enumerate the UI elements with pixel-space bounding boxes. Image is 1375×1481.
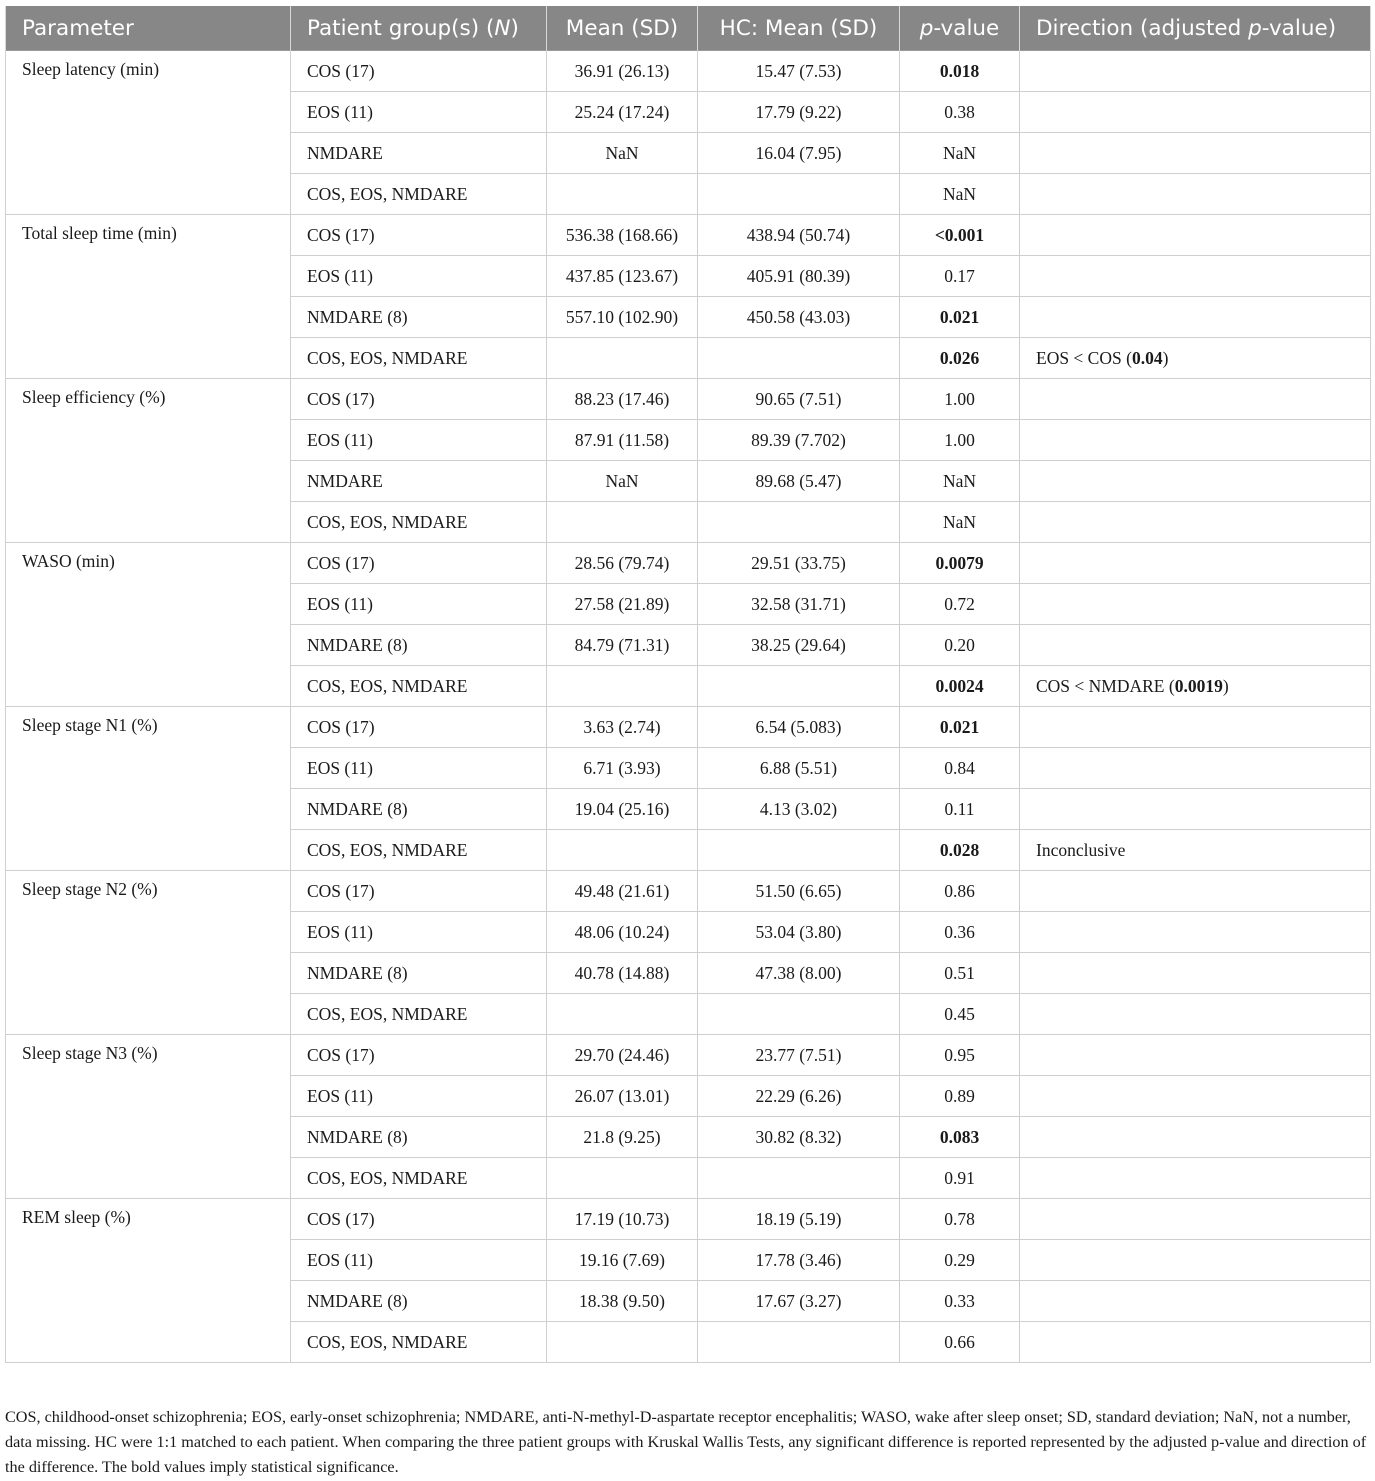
p-value-cell: 0.66 xyxy=(900,1322,1020,1363)
mean-sd-cell: 29.70 (24.46) xyxy=(547,1035,698,1076)
mean-sd-cell xyxy=(547,502,698,543)
mean-sd-cell: NaN xyxy=(547,133,698,174)
direction-cell xyxy=(1020,994,1371,1035)
mean-sd-cell: 26.07 (13.01) xyxy=(547,1076,698,1117)
results-table xyxy=(5,6,1371,1363)
header-parameter: Parameter xyxy=(6,6,291,51)
parameter-cell: Sleep stage N2 (%) xyxy=(6,871,291,1035)
direction-text: EOS < COS ( xyxy=(1036,347,1132,368)
direction-cell xyxy=(1020,461,1371,502)
direction-cell xyxy=(1020,420,1371,461)
patient-group-cell: NMDARE (8) xyxy=(291,953,547,994)
mean-sd-cell: 6.71 (3.93) xyxy=(547,748,698,789)
mean-sd-cell: 19.04 (25.16) xyxy=(547,789,698,830)
mean-sd-cell: 17.19 (10.73) xyxy=(547,1199,698,1240)
hc-mean-sd-cell: 22.29 (6.26) xyxy=(698,1076,900,1117)
direction-text-end: ) xyxy=(1222,675,1229,696)
parameter-cell: Sleep efficiency (%) xyxy=(6,379,291,543)
table-row xyxy=(6,379,1371,420)
table-body xyxy=(6,51,1371,1363)
table-row xyxy=(6,543,1371,584)
p-value-cell: 0.86 xyxy=(900,871,1020,912)
direction-cell xyxy=(1020,625,1371,666)
patient-group-cell: NMDARE (8) xyxy=(291,789,547,830)
direction-cell xyxy=(1020,1076,1371,1117)
hc-mean-sd-cell: 438.94 (50.74) xyxy=(698,215,900,256)
parameter-cell: Sleep stage N1 (%) xyxy=(6,707,291,871)
patient-group-cell: NMDARE xyxy=(291,133,547,174)
patient-group-cell: COS, EOS, NMDARE xyxy=(291,502,547,543)
table-row xyxy=(6,1199,1371,1240)
direction-cell xyxy=(1020,1322,1371,1363)
direction-cell xyxy=(1020,748,1371,789)
hc-mean-sd-cell xyxy=(698,666,900,707)
patient-group-cell: COS, EOS, NMDARE xyxy=(291,666,547,707)
parameter-cell: REM sleep (%) xyxy=(6,1199,291,1363)
hc-mean-sd-cell xyxy=(698,830,900,871)
patient-group-cell: EOS (11) xyxy=(291,92,547,133)
mean-sd-cell: 25.24 (17.24) xyxy=(547,92,698,133)
patient-group-cell: NMDARE (8) xyxy=(291,1117,547,1158)
direction-cell xyxy=(1020,871,1371,912)
mean-sd-cell: 36.91 (26.13) xyxy=(547,51,698,92)
p-value-cell: 0.0024 xyxy=(900,666,1020,707)
patient-group-cell: COS, EOS, NMDARE xyxy=(291,174,547,215)
adjusted-p-value: 0.04 xyxy=(1131,347,1163,368)
direction-cell xyxy=(1020,707,1371,748)
mean-sd-cell: 557.10 (102.90) xyxy=(547,297,698,338)
patient-group-cell: COS (17) xyxy=(291,707,547,748)
direction-cell xyxy=(1020,666,1371,707)
patient-group-cell: COS (17) xyxy=(291,1035,547,1076)
header-mean-sd: Mean (SD) xyxy=(547,6,698,51)
p-value-cell: NaN xyxy=(900,502,1020,543)
p-value-cell: 1.00 xyxy=(900,420,1020,461)
direction-cell xyxy=(1020,51,1371,92)
mean-sd-cell xyxy=(547,830,698,871)
results-table-container xyxy=(5,6,1370,1363)
p-value-cell: 0.89 xyxy=(900,1076,1020,1117)
hc-mean-sd-cell: 51.50 (6.65) xyxy=(698,871,900,912)
patient-group-cell: EOS (11) xyxy=(291,748,547,789)
patient-group-cell: COS (17) xyxy=(291,379,547,420)
header-row xyxy=(6,6,1371,51)
patient-group-cell: COS (17) xyxy=(291,1199,547,1240)
p-value-cell: NaN xyxy=(900,133,1020,174)
patient-group-cell: NMDARE (8) xyxy=(291,1281,547,1322)
hc-mean-sd-cell: 405.91 (80.39) xyxy=(698,256,900,297)
p-value-cell: 0.11 xyxy=(900,789,1020,830)
hc-mean-sd-cell: 17.79 (9.22) xyxy=(698,92,900,133)
header-p-value: p-value xyxy=(900,6,1020,51)
header-hc-mean-sd: HC: Mean (SD) xyxy=(698,6,900,51)
hc-mean-sd-cell: 17.78 (3.46) xyxy=(698,1240,900,1281)
hc-mean-sd-cell: 38.25 (29.64) xyxy=(698,625,900,666)
p-value-cell: 0.026 xyxy=(900,338,1020,379)
p-value-cell: 0.84 xyxy=(900,748,1020,789)
patient-group-cell: COS, EOS, NMDARE xyxy=(291,1322,547,1363)
direction-cell xyxy=(1020,912,1371,953)
hc-mean-sd-cell: 89.39 (7.702) xyxy=(698,420,900,461)
patient-group-cell: EOS (11) xyxy=(291,1240,547,1281)
direction-cell xyxy=(1020,92,1371,133)
hc-mean-sd-cell: 450.58 (43.03) xyxy=(698,297,900,338)
hc-mean-sd-cell xyxy=(698,1322,900,1363)
hc-mean-sd-cell: 4.13 (3.02) xyxy=(698,789,900,830)
mean-sd-cell: 27.58 (21.89) xyxy=(547,584,698,625)
p-value-cell: 0.38 xyxy=(900,92,1020,133)
p-value-cell: 0.51 xyxy=(900,953,1020,994)
mean-sd-cell xyxy=(547,338,698,379)
direction-cell xyxy=(1020,1035,1371,1076)
mean-sd-cell: 84.79 (71.31) xyxy=(547,625,698,666)
p-value-cell: 0.0079 xyxy=(900,543,1020,584)
parameter-cell: Sleep stage N3 (%) xyxy=(6,1035,291,1199)
direction-cell xyxy=(1020,215,1371,256)
hc-mean-sd-cell xyxy=(698,994,900,1035)
mean-sd-cell: 48.06 (10.24) xyxy=(547,912,698,953)
p-value-cell: 0.021 xyxy=(900,707,1020,748)
p-value-cell: 0.36 xyxy=(900,912,1020,953)
direction-cell xyxy=(1020,174,1371,215)
table-row xyxy=(6,215,1371,256)
patient-group-cell: COS, EOS, NMDARE xyxy=(291,1158,547,1199)
p-value-cell: 0.91 xyxy=(900,1158,1020,1199)
mean-sd-cell: 88.23 (17.46) xyxy=(547,379,698,420)
direction-cell xyxy=(1020,297,1371,338)
direction-cell xyxy=(1020,379,1371,420)
p-value-cell: NaN xyxy=(900,174,1020,215)
patient-group-cell: COS, EOS, NMDARE xyxy=(291,994,547,1035)
patient-group-cell: EOS (11) xyxy=(291,912,547,953)
hc-mean-sd-cell: 89.68 (5.47) xyxy=(698,461,900,502)
p-value-cell: 0.33 xyxy=(900,1281,1020,1322)
p-value-cell: <0.001 xyxy=(900,215,1020,256)
patient-group-cell: COS, EOS, NMDARE xyxy=(291,830,547,871)
patient-group-cell: COS (17) xyxy=(291,543,547,584)
table-row xyxy=(6,871,1371,912)
mean-sd-cell: 3.63 (2.74) xyxy=(547,707,698,748)
mean-sd-cell: NaN xyxy=(547,461,698,502)
mean-sd-cell: 21.8 (9.25) xyxy=(547,1117,698,1158)
hc-mean-sd-cell: 15.47 (7.53) xyxy=(698,51,900,92)
table-footnote: COS, childhood-onset schizophrenia; EOS, early-onset schizophrenia; NMDARE, anti-N-methyl-D-aspartate receptor encephalitis; WASO, wake after sleep onset; SD, standard deviation; NaN, not a number, data missing. HC were 1:1 matched to each patient. When comparing the three patient groups with Kruskal Wallis Tests, any significant difference is reported represented by the adjusted p-value and direction of the difference. The bold values imply statistical significance. xyxy=(5,1408,1367,1476)
p-value-cell: 0.29 xyxy=(900,1240,1020,1281)
patient-group-cell: EOS (11) xyxy=(291,584,547,625)
table-row xyxy=(6,51,1371,92)
hc-mean-sd-cell: 23.77 (7.51) xyxy=(698,1035,900,1076)
hc-mean-sd-cell: 6.54 (5.083) xyxy=(698,707,900,748)
mean-sd-cell: 40.78 (14.88) xyxy=(547,953,698,994)
hc-mean-sd-cell xyxy=(698,174,900,215)
hc-mean-sd-cell: 29.51 (33.75) xyxy=(698,543,900,584)
p-value-cell: NaN xyxy=(900,461,1020,502)
mean-sd-cell xyxy=(547,1158,698,1199)
p-value-cell: 0.72 xyxy=(900,584,1020,625)
hc-mean-sd-cell: 18.19 (5.19) xyxy=(698,1199,900,1240)
parameter-cell: Sleep latency (min) xyxy=(6,51,291,215)
p-value-cell: 0.20 xyxy=(900,625,1020,666)
patient-group-cell: NMDARE (8) xyxy=(291,625,547,666)
parameter-cell: Total sleep time (min) xyxy=(6,215,291,379)
header-direction: Direction (adjusted p-value) xyxy=(1020,6,1371,51)
direction-cell xyxy=(1020,338,1371,379)
hc-mean-sd-cell: 90.65 (7.51) xyxy=(698,379,900,420)
hc-mean-sd-cell: 6.88 (5.51) xyxy=(698,748,900,789)
p-value-cell: 0.17 xyxy=(900,256,1020,297)
p-value-cell: 0.083 xyxy=(900,1117,1020,1158)
p-value-cell: 1.00 xyxy=(900,379,1020,420)
table-row xyxy=(6,1035,1371,1076)
direction-cell xyxy=(1020,1199,1371,1240)
hc-mean-sd-cell: 32.58 (31.71) xyxy=(698,584,900,625)
mean-sd-cell: 19.16 (7.69) xyxy=(547,1240,698,1281)
patient-group-cell: NMDARE (8) xyxy=(291,297,547,338)
mean-sd-cell: 49.48 (21.61) xyxy=(547,871,698,912)
p-value-cell: 0.021 xyxy=(900,297,1020,338)
hc-mean-sd-cell: 47.38 (8.00) xyxy=(698,953,900,994)
patient-group-cell: EOS (11) xyxy=(291,256,547,297)
p-value-cell: 0.78 xyxy=(900,1199,1020,1240)
mean-sd-cell xyxy=(547,666,698,707)
mean-sd-cell xyxy=(547,994,698,1035)
direction-cell xyxy=(1020,584,1371,625)
patient-group-cell: COS (17) xyxy=(291,871,547,912)
hc-mean-sd-cell xyxy=(698,1158,900,1199)
direction-text: COS < NMDARE ( xyxy=(1036,675,1175,696)
patient-group-cell: NMDARE xyxy=(291,461,547,502)
adjusted-p-value: 0.0019 xyxy=(1174,675,1223,696)
mean-sd-cell: 87.91 (11.58) xyxy=(547,420,698,461)
direction-cell xyxy=(1020,256,1371,297)
header-patient-groups: Patient group(s) (N) xyxy=(291,6,547,51)
p-value-cell: 0.95 xyxy=(900,1035,1020,1076)
hc-mean-sd-cell xyxy=(698,502,900,543)
patient-group-cell: EOS (11) xyxy=(291,1076,547,1117)
direction-cell xyxy=(1020,1240,1371,1281)
hc-mean-sd-cell: 53.04 (3.80) xyxy=(698,912,900,953)
parameter-cell: WASO (min) xyxy=(6,543,291,707)
mean-sd-cell xyxy=(547,1322,698,1363)
direction-cell xyxy=(1020,953,1371,994)
mean-sd-cell: 28.56 (79.74) xyxy=(547,543,698,584)
direction-cell: Inconclusive xyxy=(1020,830,1371,871)
direction-cell xyxy=(1020,1281,1371,1322)
p-value-cell: 0.028 xyxy=(900,830,1020,871)
mean-sd-cell: 437.85 (123.67) xyxy=(547,256,698,297)
patient-group-cell: COS, EOS, NMDARE xyxy=(291,338,547,379)
direction-text-end: ) xyxy=(1162,347,1169,368)
direction-cell xyxy=(1020,789,1371,830)
direction-cell xyxy=(1020,1117,1371,1158)
mean-sd-cell xyxy=(547,174,698,215)
patient-group-cell: COS (17) xyxy=(291,215,547,256)
patient-group-cell: EOS (11) xyxy=(291,420,547,461)
p-value-cell: 0.45 xyxy=(900,994,1020,1035)
patient-group-cell: COS (17) xyxy=(291,51,547,92)
direction-cell xyxy=(1020,543,1371,584)
p-value-cell: 0.018 xyxy=(900,51,1020,92)
mean-sd-cell: 536.38 (168.66) xyxy=(547,215,698,256)
hc-mean-sd-cell xyxy=(698,338,900,379)
hc-mean-sd-cell: 16.04 (7.95) xyxy=(698,133,900,174)
hc-mean-sd-cell: 17.67 (3.27) xyxy=(698,1281,900,1322)
direction-cell xyxy=(1020,1158,1371,1199)
mean-sd-cell: 18.38 (9.50) xyxy=(547,1281,698,1322)
direction-cell xyxy=(1020,502,1371,543)
hc-mean-sd-cell: 30.82 (8.32) xyxy=(698,1117,900,1158)
table-row xyxy=(6,707,1371,748)
direction-cell xyxy=(1020,133,1371,174)
